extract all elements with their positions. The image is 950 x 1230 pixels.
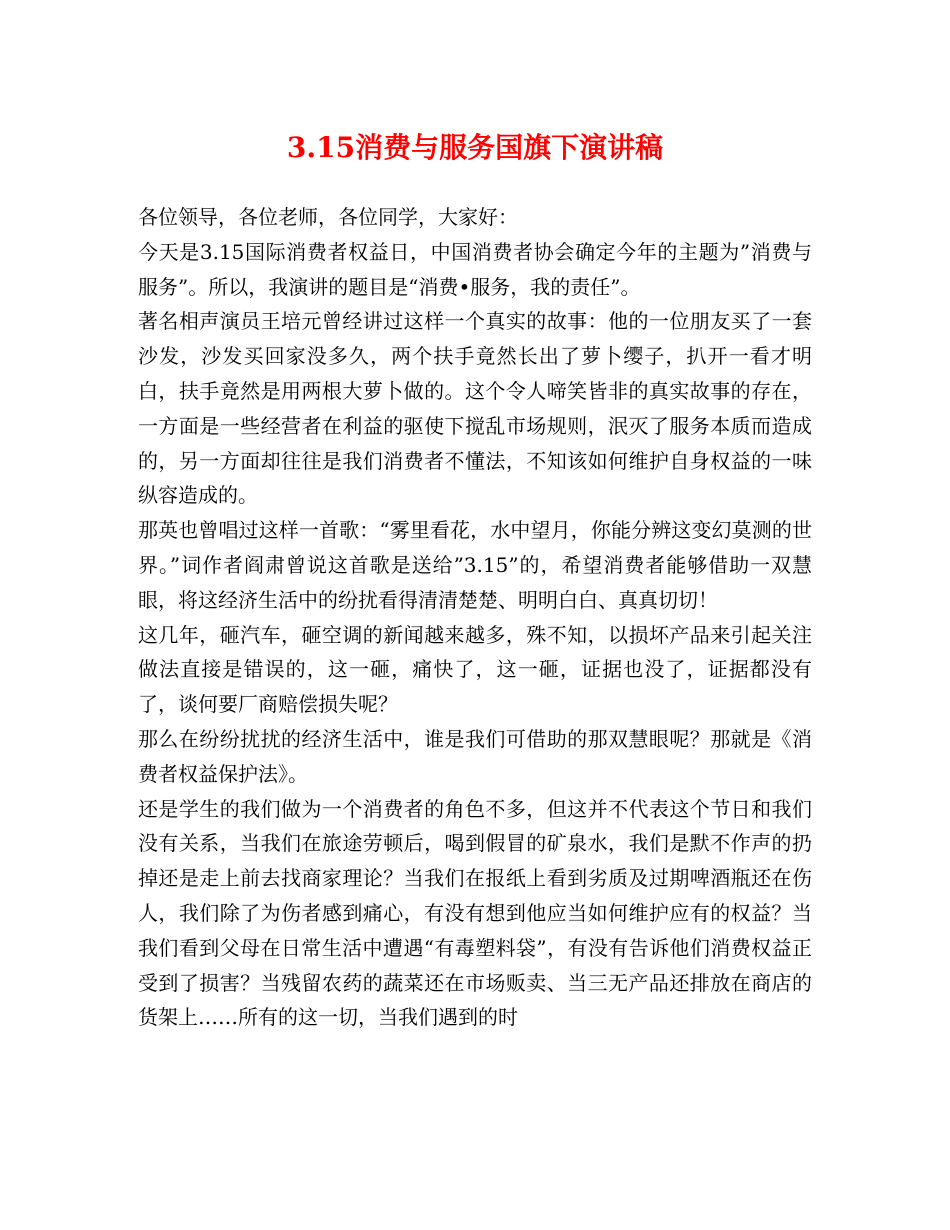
paragraph-song: 那英也曾唱过这样一首歌：“雾里看花，水中望月，你能分辨这变幻莫测的世界。”词作者阎肃曾说这首歌是送给”3.15”的，希望消费者能够借助一双慧眼，将这经济生活中的纷扰看得清清楚楚、明明白白、真真切切！ — [138, 518, 812, 612]
paragraph-sofa-story: 著名相声演员王培元曾经讲过这样一个真实的故事：他的一位朋友买了一套沙发，沙发买回家没多久，两个扶手竟然长出了萝卜缨子，扒开一看才明白，扶手竟然是用两根大萝卜做的。这个令人啼笑皆非的真实故事的存在，一方面是一些经营者在利益的驱使下搅乱市场规则，泯灭了服务本质而造成的，另一方面却往往是我们消费者不懂法，不知该如何维护自身权益的一味纵容造成的。 — [138, 309, 812, 508]
document-title: 3.15消费与服务国旗下演讲稿 — [286, 131, 664, 164]
paragraph-law: 那么在纷纷扰扰的经济生活中，谁是我们可借助的那双慧眼呢？那就是《消费者权益保护法》。 — [138, 726, 812, 786]
paragraph-theme: 今天是3.15国际消费者权益日，中国消费者协会确定今年的主题为”消费与服务”。所以，我演讲的题目是“消费•服务，我的责任”。 — [138, 239, 812, 299]
paragraph-smashing: 这几年，砸汽车，砸空调的新闻越来越多，殊不知，以损坏产品来引起关注做法直接是错误的，这一砸，痛快了，这一砸，证据也没了，证据都没有了，谈何要厂商赔偿损失呢？ — [138, 622, 812, 717]
paragraph-greeting: 各位领导，各位老师，各位同学，大家好： — [138, 205, 518, 229]
document-body — [138, 200, 812, 1035]
paragraph-students: 还是学生的我们做为一个消费者的角色不多，但这并不代表这个节日和我们没有关系，当我们在旅途劳顿后，喝到假冒的矿泉水，我们是默不作声的扔掉还是走上前去找商家理论？当我们在报纸上看到劣质及过期啤酒瓶还在伤人，我们除了为伤者感到痛心，有没有想到他应当如何维护应有的权益？当我们看到父母在日常生活中遭遇“有毒塑料袋”，有没有告诉他们消费权益正受到了损害？当残留农药的蔬菜还在市场贩卖、当三无产品还排放在商店的货架上……所有的这一切，当我们遇到的时 — [138, 796, 812, 1030]
